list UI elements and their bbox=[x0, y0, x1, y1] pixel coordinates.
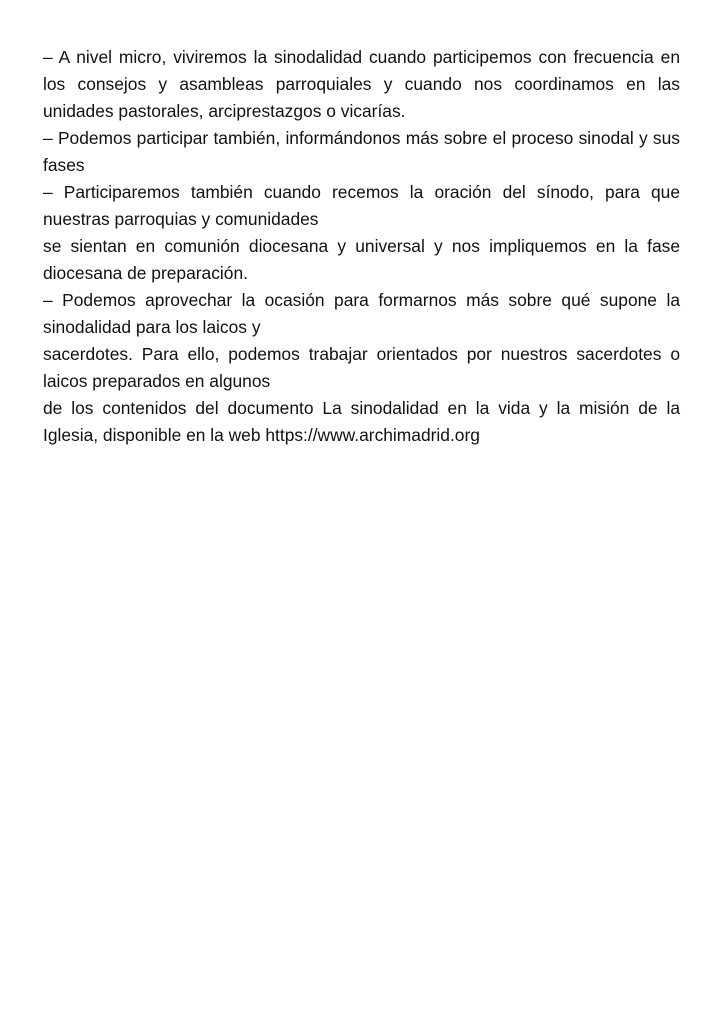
paragraph-synod-prayer: – Participaremos también cuando recemos la oración del sínodo, para que nuestras parroquias y comunidades bbox=[43, 182, 680, 229]
paragraph-priests-guidance: sacerdotes. Para ello, podemos trabajar orientados por nuestros sacerdotes o laicos preparados en algunos bbox=[43, 344, 680, 391]
paragraph-document-reference: de los contenidos del documento La sinodalidad en la vida y la misión de la Iglesia, disponible en la web https://www.archimadrid.org bbox=[43, 398, 680, 445]
paragraph-diocesan-communion: se sientan en comunión diocesana y universal y nos impliquemos en la fase diocesana de preparación. bbox=[43, 236, 680, 283]
paragraph-participate-inform: – Podemos participar también, informándonos más sobre el proceso sinodal y sus fases bbox=[43, 128, 680, 175]
paragraph-micro-level: – A nivel micro, viviremos la sinodalidad cuando participemos con frecuencia en los consejos y asambleas parroquiales y cuando nos coordinamos en las unidades pastorales, arciprestazgos o vicarías. bbox=[43, 47, 680, 121]
paragraph-formation-opportunity: – Podemos aprovechar la ocasión para formarnos más sobre qué supone la sinodalidad para los laicos y bbox=[43, 290, 680, 337]
body-text bbox=[43, 44, 680, 449]
